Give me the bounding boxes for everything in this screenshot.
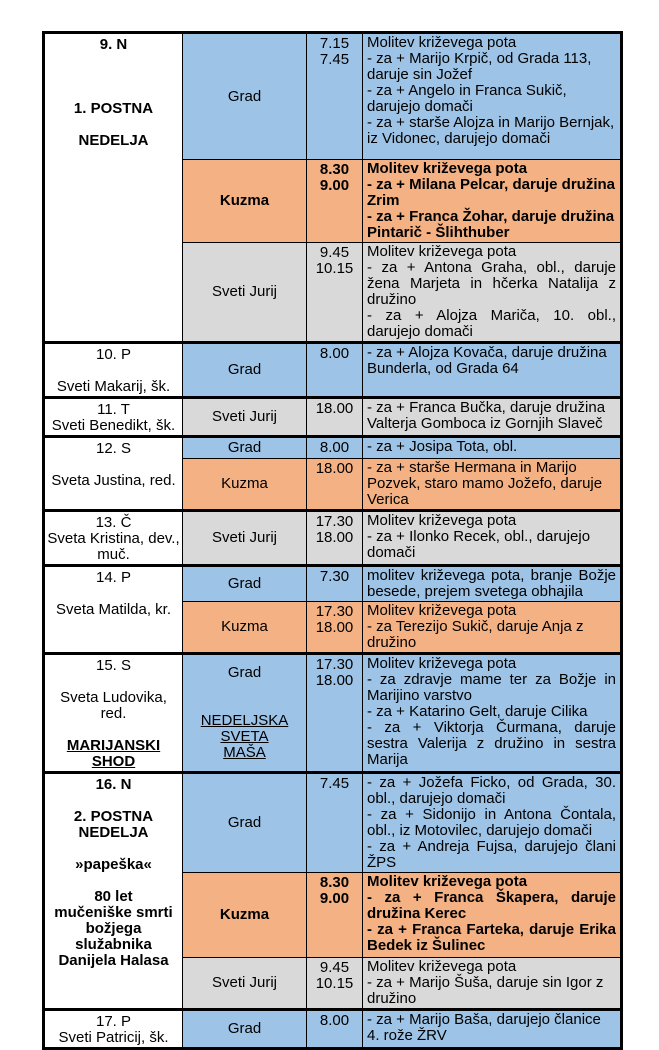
place-cell [183, 511, 307, 566]
date-feast-cell [44, 566, 183, 654]
intention-text: Molitev križevega pota [367, 655, 517, 672]
intention-text: - za + Franca Škapera, daruje družina Kerec [367, 889, 616, 922]
date-line [47, 793, 180, 809]
schedule-row [44, 398, 622, 437]
place-line: Kuzma [219, 906, 270, 923]
time-value: 18.00 [315, 529, 354, 546]
date-line [47, 841, 180, 857]
date-line: Sveta Kristina, dev., muč. [47, 530, 180, 563]
time-value: 17.30 [315, 656, 354, 673]
place-cell [183, 459, 307, 511]
intention-text: - za + Marijo Baša, darujejo članice 4. rože ŽRV [367, 1011, 601, 1044]
place-cell [183, 958, 307, 1010]
date-feast-cell [44, 398, 183, 437]
intention-text: - za + starše Hermana in Marijo Pozvek, staro mamo Jožefo, daruje Verica [367, 459, 603, 508]
date-line: 17. P [95, 1013, 132, 1030]
time-cell [307, 33, 363, 160]
time-value: 18.00 [315, 619, 354, 636]
time-value: 9.00 [319, 890, 350, 907]
date-line: 16. N [95, 776, 132, 793]
time-value: 17.30 [315, 513, 354, 530]
intention-text: - za + Milana Pelcar, daruje družina Zrim [367, 176, 616, 209]
time-cell [307, 398, 363, 437]
time-value: 9.00 [319, 177, 350, 194]
intention-text: Molitev križevega pota [367, 243, 517, 260]
date-feast-cell [44, 1010, 183, 1049]
date-line: 14. P [95, 569, 132, 586]
schedule-row [44, 437, 622, 459]
place-line: MAŠA [223, 744, 266, 761]
place-cell [183, 873, 307, 958]
place-line: Grad [227, 664, 262, 681]
place-cell [183, 243, 307, 343]
intention-text: - za + Alojza Mariča, 10. obl., darujejo domači [367, 307, 616, 340]
date-feast-cell [44, 343, 183, 398]
intentions-cell [363, 873, 622, 958]
intention-text: Molitev križevega pota [367, 602, 517, 619]
time-cell [307, 243, 363, 343]
place-line [185, 681, 304, 697]
date-line: 1. POSTNA [73, 100, 154, 117]
intentions-cell [363, 437, 622, 459]
intentions-cell [363, 459, 622, 511]
schedule-body [44, 33, 622, 1049]
place-line: Kuzma [221, 618, 268, 635]
place-line: NEDELJSKA [200, 712, 289, 729]
date-line: 15. S [95, 657, 132, 674]
date-line [47, 873, 180, 889]
place-cell [183, 33, 307, 160]
time-cell [307, 343, 363, 398]
time-value: 7.30 [319, 568, 350, 585]
place-line: Grad [227, 361, 262, 378]
place-line: Grad [227, 814, 262, 831]
place-line: SVETA [220, 728, 269, 745]
intention-text: - za + Marijo Šuša, daruje sin Igor z družino [367, 974, 604, 1007]
intentions-cell [363, 566, 622, 602]
intention-text: - za + Alojza Kovača, daruje družina Bunderla, od Grada 64 [367, 344, 607, 377]
time-value: 8.30 [319, 874, 350, 891]
intentions-cell [363, 398, 622, 437]
date-line: MARIJANSKI [66, 737, 161, 754]
place-line: Sveti Jurij [211, 283, 278, 300]
intention-text: - za + Josipa Tota, obl. [367, 438, 518, 455]
date-line: 10. P [95, 346, 132, 363]
intentions-cell [363, 160, 622, 243]
intentions-cell [363, 1010, 622, 1049]
date-feast-cell [44, 33, 183, 343]
intentions-cell [363, 33, 622, 160]
date-line: Sveta Matilda, kr. [55, 601, 172, 618]
place-line: Grad [227, 439, 262, 456]
schedule-row [44, 511, 622, 566]
date-feast-cell [44, 654, 183, 773]
time-value: 7.45 [319, 775, 350, 792]
date-line: »papeška« [75, 856, 152, 873]
intentions-cell [363, 773, 622, 873]
time-cell [307, 773, 363, 873]
place-cell [183, 160, 307, 243]
place-line: Kuzma [221, 475, 268, 492]
date-line: mučeniške smrti [54, 904, 173, 921]
intention-text: - za + Franca Bučka, daruje družina Valterja Gomboca iz Gornjih Slaveč [367, 399, 606, 432]
schedule-row [44, 343, 622, 398]
date-line: NEDELJA [78, 132, 149, 149]
intention-text: - za + Marijo Krpič, od Grada 113, daruje sin Jožef [367, 50, 592, 83]
time-value: 7.45 [319, 51, 350, 68]
place-line: Grad [227, 1020, 262, 1037]
place-cell [183, 602, 307, 654]
place-cell [183, 398, 307, 437]
date-line [47, 69, 180, 85]
date-line: SHOD [91, 753, 136, 770]
time-value: 7.15 [319, 35, 350, 52]
time-cell [307, 602, 363, 654]
place-cell [183, 773, 307, 873]
intention-text: Molitev križevega pota [367, 512, 517, 529]
date-line [47, 722, 180, 738]
intention-text: Molitev križevega pota [367, 34, 517, 51]
date-line: Sveti Patricij, šk. [58, 1029, 169, 1046]
time-value: 8.30 [319, 161, 350, 178]
time-cell [307, 654, 363, 773]
schedule-row [44, 33, 622, 160]
intentions-cell [363, 654, 622, 773]
date-line: Sveta Justina, red. [51, 472, 176, 489]
date-feast-cell [44, 773, 183, 1010]
intention-text: Molitev križevega pota [367, 160, 528, 177]
intention-text: - za + Antona Graha, obl., daruje žena Marjeta in hčerka Natalija z družino [367, 259, 616, 308]
time-value: 10.15 [315, 975, 354, 992]
date-line: 12. S [95, 440, 132, 457]
time-value: 18.00 [315, 400, 354, 417]
time-cell [307, 459, 363, 511]
time-cell [307, 958, 363, 1010]
schedule-row [44, 566, 622, 602]
date-line: 2. POSTNA [73, 808, 154, 825]
time-value: 8.00 [319, 345, 350, 362]
date-feast-cell [44, 511, 183, 566]
time-cell [307, 1010, 363, 1049]
date-line: Danijela Halasa [58, 952, 169, 969]
intentions-cell [363, 243, 622, 343]
intention-text: - za + Ilonko Recek, obl., darujejo domači [367, 528, 591, 561]
place-line: Grad [227, 87, 262, 105]
place-cell [183, 437, 307, 459]
place-line: Sveti Jurij [211, 408, 278, 425]
date-line [47, 457, 180, 473]
intention-text: Molitev križevega pota [367, 873, 528, 890]
time-value: 9.45 [319, 959, 350, 976]
date-line [47, 674, 180, 690]
date-line: 80 let [94, 888, 133, 905]
time-value: 8.00 [319, 439, 350, 456]
schedule-row [44, 773, 622, 873]
intention-text: - za + Viktorja Čurmana, daruje sestra Valerija z družino in sestra Marija [367, 719, 616, 768]
intentions-cell [363, 511, 622, 566]
time-cell [307, 160, 363, 243]
time-value: 10.15 [315, 260, 354, 277]
date-line: Sveti Benedikt, šk. [51, 417, 176, 434]
intention-text: - za + Franca Žohar, daruje družina Pintarič - Šlihthuber [367, 208, 615, 241]
intention-text: - za + Katarino Gelt, daruje Cilika [367, 703, 588, 720]
time-cell [307, 511, 363, 566]
time-value: 8.00 [319, 1012, 350, 1029]
schedule-row [44, 1010, 622, 1049]
date-line: 13. Č [95, 514, 132, 531]
place-line: Sveti Jurij [211, 974, 278, 991]
place-cell [183, 1010, 307, 1049]
date-line [47, 117, 180, 133]
intention-text: - za + starše Alojza in Marijo Bernjak, iz Vidonec, darujejo domači [367, 114, 615, 147]
place-cell [183, 654, 307, 773]
date-line: Sveta Ludovika, red. [60, 689, 167, 722]
intention-text: - za + Sidonijo in Antona Čontala, obl., iz Motovilec, darujejo domači [367, 806, 616, 839]
place-line: Sveti Jurij [211, 529, 278, 546]
place-cell [183, 343, 307, 398]
date-line: 9. N [99, 36, 128, 53]
intentions-cell [363, 602, 622, 654]
place-cell [183, 566, 307, 602]
date-line: NEDELJA [78, 824, 149, 841]
place-line: Grad [227, 575, 262, 592]
intention-text: - za + Andreja Fujsa, darujejo člani ŽPS [367, 838, 616, 871]
place-line: Kuzma [219, 192, 270, 209]
date-line [47, 85, 180, 101]
date-line: 11. T [97, 401, 130, 418]
time-cell [307, 566, 363, 602]
date-line [47, 363, 180, 379]
place-line [185, 697, 304, 713]
time-value: 18.00 [315, 672, 354, 689]
time-cell [307, 437, 363, 459]
intention-text: - za + Jožefa Ficko, od Grada, 30. obl., darujejo domači [367, 774, 616, 807]
mass-schedule-table [42, 31, 623, 1050]
date-line: Sveti Makarij, šk. [56, 378, 171, 395]
date-line: božjega služabnika [75, 920, 152, 953]
intention-text: - za Terezijo Sukič, daruje Anja z družino [367, 618, 584, 651]
intentions-cell [363, 958, 622, 1010]
intention-text: molitev križevega pota, branje Božje besede, prejem svetega obhajila [367, 567, 616, 600]
intentions-cell [363, 343, 622, 398]
intention-text: - za + Franca Farteka, daruje Erika Bedek iz Šulinec [367, 921, 616, 954]
intention-text: Molitev križevega pota [367, 958, 517, 975]
intention-text: - za zdravje mame ter za Božje in Marijino varstvo [367, 671, 616, 704]
time-value: 17.30 [315, 603, 354, 620]
time-value: 18.00 [315, 460, 354, 477]
intention-text: - za + Angelo in Franca Sukič, darujejo domači [367, 82, 567, 115]
date-line [47, 53, 180, 69]
date-line [47, 586, 180, 602]
time-value: 9.45 [319, 244, 350, 261]
time-cell [307, 873, 363, 958]
schedule-row [44, 654, 622, 773]
date-feast-cell [44, 437, 183, 511]
